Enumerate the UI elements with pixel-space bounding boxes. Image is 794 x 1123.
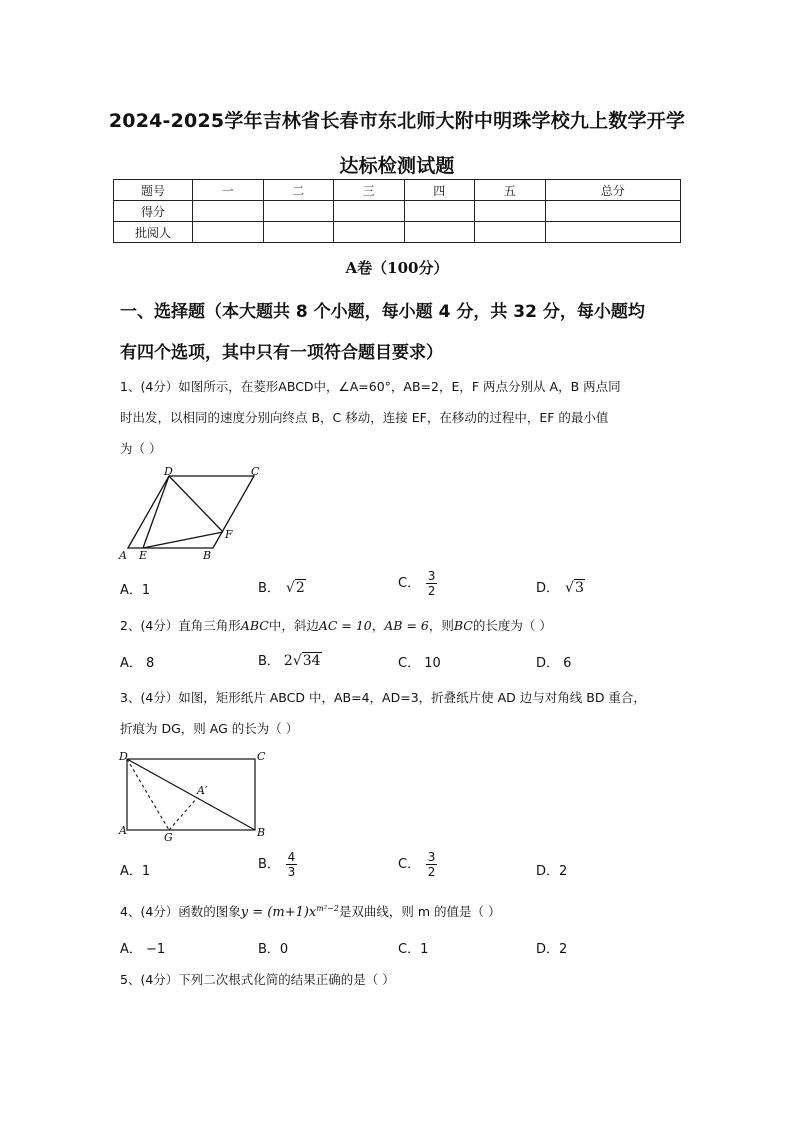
diagonal-bd [127,759,255,830]
label-c: C [251,465,260,478]
page-title-line2: 达标检测试题 [339,155,455,177]
q2-option-d: D． 6 [536,656,572,671]
q2-text: 2、(4分）直角三角形ABC中，斜边AC = 10，AB = 6，则BC的长度为（ ） [120,618,552,633]
table-cell: 四 [404,180,475,201]
q1-option-b [258,577,306,596]
label-a-prime: A′ [197,784,208,797]
label-b: B [257,826,266,839]
fold-dg [127,759,169,830]
segment-ef [143,532,223,548]
q1-text-line3: 为（ ） [120,441,162,456]
q3-option-b-label: B． [258,857,280,872]
label-d: D [119,750,128,763]
fraction: $\frac{3}{2}$ [427,850,436,879]
q3-option-a: A．1 [120,864,151,879]
table-cell: 三 [334,180,405,201]
table-cell: 一 [193,180,264,201]
q4-text: 4、(4分）函数的图象$y = (m+1)x^{m^2-2}$是双曲线，则 m 的值是（ ） [120,903,501,920]
q3-rectangle-figure [116,748,268,842]
q3-option-d: D．2 [536,864,568,879]
segment-de [143,476,169,548]
table-cell [404,222,475,243]
table-cell [193,222,264,243]
table-cell [334,222,405,243]
sqrt-symbol: √3 [565,580,584,596]
q3-option-c [398,850,437,879]
q1-rhombus-figure [116,460,276,566]
q3-option-b [258,850,297,879]
score-table-row [114,201,681,222]
q1-text-line2: 时出发，以相同的速度分别向终点 B，C 移动，连接 EF，在移动的过程中，EF 的最小值 [120,410,609,425]
table-cell: 总分 [545,180,681,201]
fraction: $\frac{4}{3}$ [287,850,296,879]
q4-option-d: D．2 [536,942,568,957]
label-g: G [164,831,173,842]
q3-text-line2: 折痕为 DG，则 AG 的长为（ ） [120,721,299,736]
page-title-line1: 2024-2025学年吉林省长春市东北师大附中明珠学校九上数学开学 [108,110,686,132]
q1-option-a: A．1 [120,583,151,598]
q4-option-a: A． −1 [120,942,166,957]
q3-option-c-label: C． [398,857,421,872]
table-cell: 得分 [114,201,193,222]
label-a: A [119,549,127,562]
table-cell [475,222,546,243]
q1-option-c-label: C． [398,576,421,591]
q4-option-c: C．1 [398,942,429,957]
q5-text: 5、(4分）下列二次根式化简的结果正确的是（ ） [120,972,395,987]
section-heading-line2: 有四个选项，其中只有一项符合题目要求） [120,343,443,363]
sqrt-expression: 2√34 [283,653,321,669]
section-heading-line1: 一、选择题（本大题共 8 个小题，每小题 4 分，共 32 分，每小题均 [120,302,645,322]
q1-text-line1: 1、(4分）如图所示，在菱形ABCD中，∠A=60°，AB=2，E，F 两点分别从 A，B 两点同 [120,379,621,394]
q2-option-b [258,650,322,669]
label-f: F [225,528,233,541]
table-cell: 五 [475,180,546,201]
table-cell [475,201,546,222]
sqrt-symbol: √2 [285,580,305,596]
q2-option-a: A． 8 [120,656,155,671]
segment-ga1 [169,798,197,830]
volume-heading: A卷（100分） [345,259,449,277]
table-cell: 题号 [114,180,193,201]
q1-option-d [536,577,585,596]
segment-df [169,476,223,532]
q3-text-line1: 3、(4分）如图，矩形纸片 ABCD 中，AB=4，AD=3，折叠纸片使 AD 边与对角线 BD 重合， [120,690,646,705]
score-table-row [114,222,681,243]
q2-option-b-label: B． [258,654,280,669]
q4-option-b: B．0 [258,942,289,957]
q1-option-b-label: B． [258,581,280,596]
label-a: A [119,824,127,837]
label-c: C [257,750,266,763]
table-cell [263,222,334,243]
label-e: E [139,549,148,562]
table-cell [404,201,475,222]
label-d: D [164,465,173,478]
score-table-header-row [114,180,681,201]
table-cell [334,201,405,222]
label-b: B [203,549,212,562]
table-cell: 批阅人 [114,222,193,243]
q1-option-d-label: D． [536,581,560,596]
table-cell [193,201,264,222]
table-cell: 二 [263,180,334,201]
table-cell [545,201,681,222]
q1-option-c [398,569,437,598]
fraction: $\frac{3}{2}$ [427,569,436,598]
score-table [113,179,681,243]
table-cell [545,222,681,243]
q2-option-c: C． 10 [398,656,441,671]
table-cell [263,201,334,222]
